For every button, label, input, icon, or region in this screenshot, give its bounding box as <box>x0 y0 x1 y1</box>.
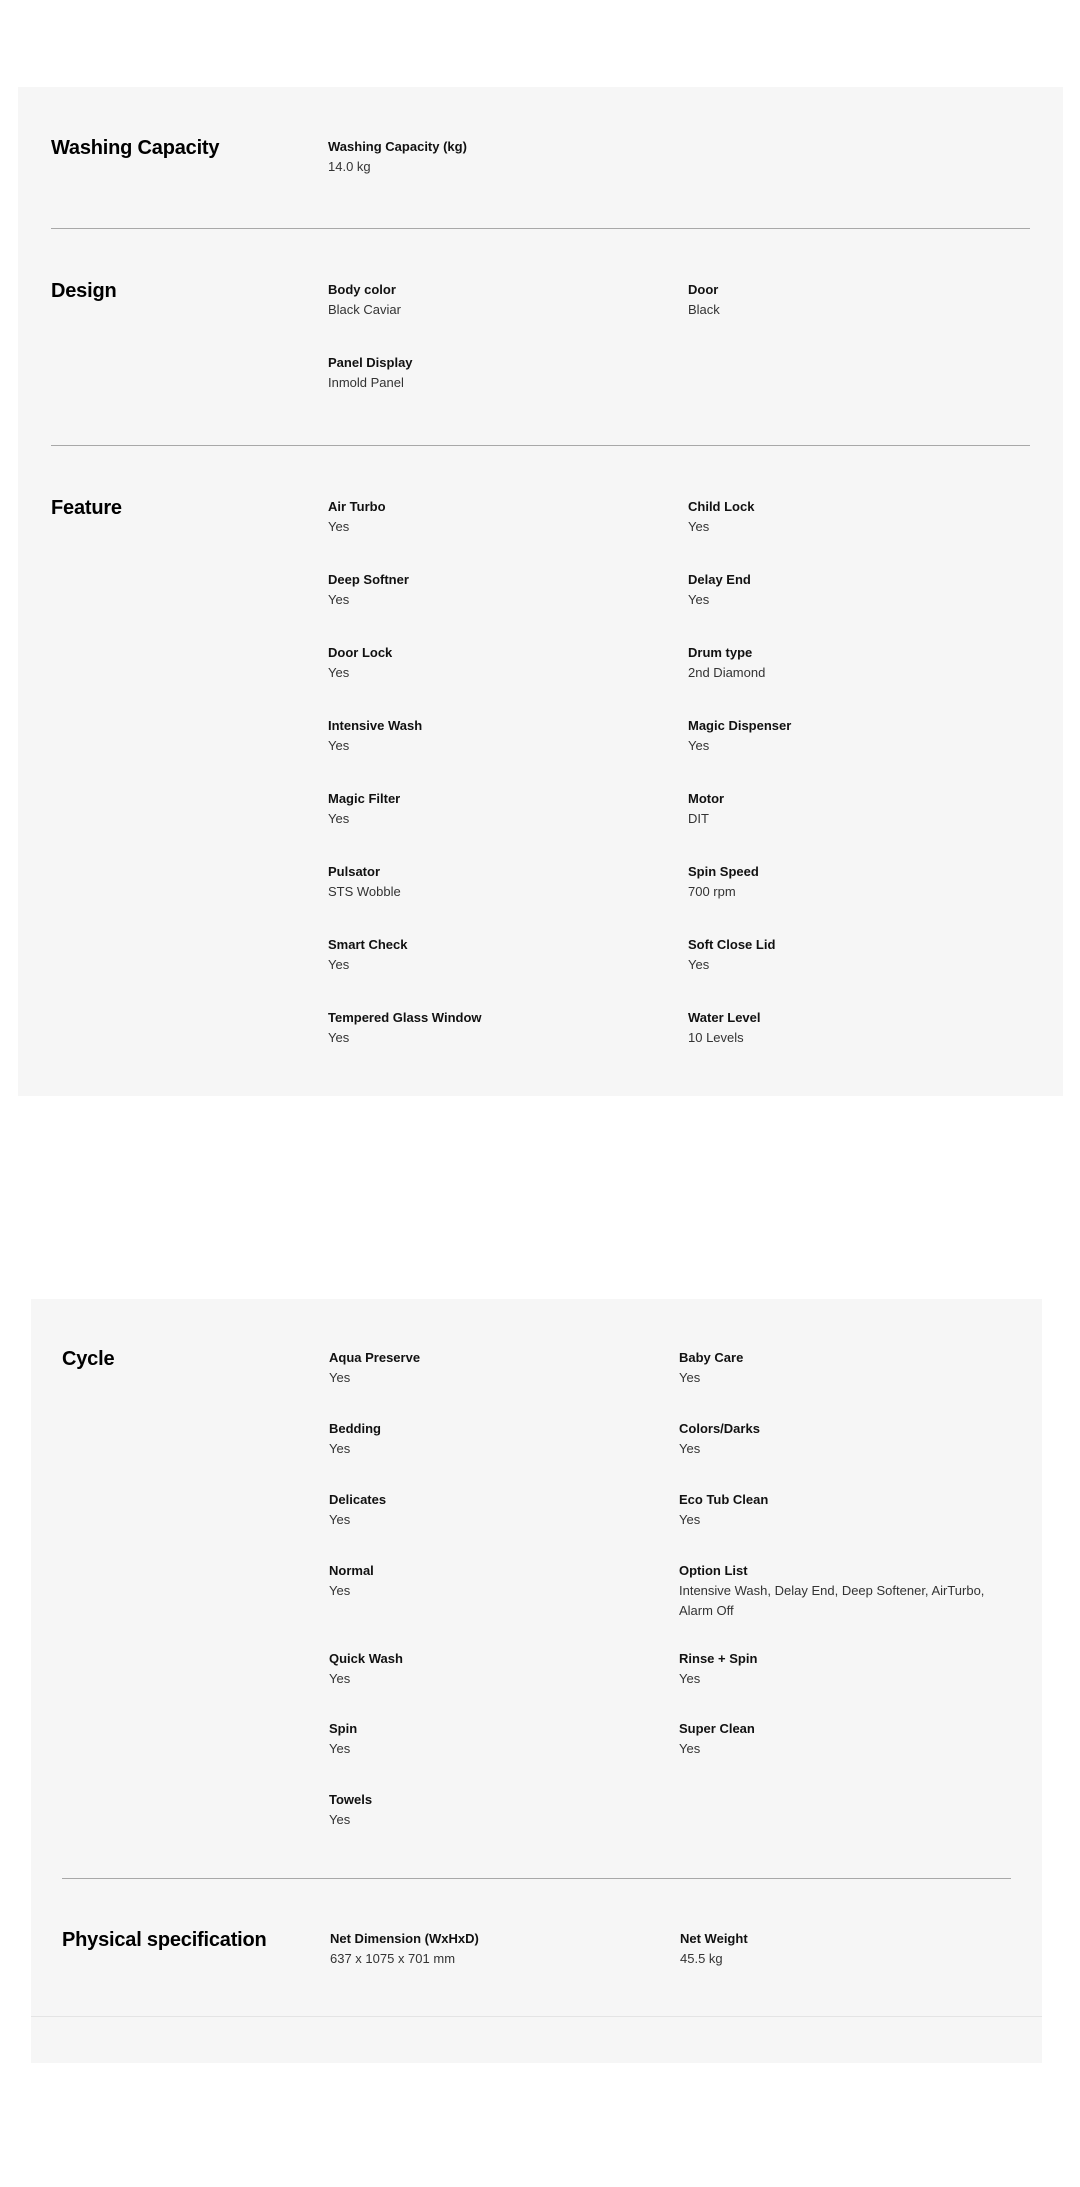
spec-value: Yes <box>329 1741 351 1756</box>
section-title-design: Design <box>51 280 117 302</box>
spec-value: Yes <box>679 1671 701 1686</box>
spec-aqua-preserve <box>329 1348 669 1388</box>
spec-value: Yes <box>328 592 350 607</box>
spec-label: Tempered Glass Window <box>328 1010 482 1025</box>
spec-value: Yes <box>328 519 350 534</box>
spec-label: Super Clean <box>679 1721 755 1736</box>
spec-value: Inmold Panel <box>328 375 404 390</box>
spec-motor <box>688 789 1028 829</box>
spec-label: Door <box>688 282 719 297</box>
spec-net-dimension <box>330 1929 670 1969</box>
spec-value: Yes <box>329 1671 351 1686</box>
spec-magic-dispenser <box>688 716 1028 756</box>
spec-label: Panel Display <box>328 355 413 370</box>
spec-spin-speed <box>688 862 1028 902</box>
spec-value: Yes <box>688 738 710 753</box>
section-title-washing-capacity: Washing Capacity <box>51 137 220 159</box>
spec-value: Yes <box>688 957 710 972</box>
spec-value: Yes <box>329 1370 351 1385</box>
spec-label: Normal <box>329 1563 374 1578</box>
section-title-cycle: Cycle <box>62 1348 115 1370</box>
spec-label: Child Lock <box>688 499 755 514</box>
spec-body-color <box>328 280 668 320</box>
spec-label: Smart Check <box>328 937 408 952</box>
spec-value: Black <box>688 302 720 317</box>
section-title-feature: Feature <box>51 497 122 519</box>
spec-label: Net Weight <box>680 1931 748 1946</box>
spec-label: Motor <box>688 791 725 806</box>
spec-value: Yes <box>328 665 350 680</box>
section-divider <box>62 1878 1011 1879</box>
spec-value: Intensive Wash, Delay End, Deep Softener, AirTurbo, Alarm Off <box>679 1583 985 1618</box>
spec-value: Yes <box>679 1441 701 1456</box>
spec-spin <box>329 1719 669 1759</box>
spec-label: Towels <box>329 1792 373 1807</box>
spec-label: Delicates <box>329 1492 387 1507</box>
spec-value: Yes <box>329 1583 351 1598</box>
spec-eco-tub-clean <box>679 1490 1019 1530</box>
spec-normal <box>329 1561 669 1601</box>
spec-door-lock <box>328 643 668 683</box>
panel-footer-divider <box>31 2016 1042 2017</box>
spec-label: Magic Dispenser <box>688 718 792 733</box>
spec-label: Colors/Darks <box>679 1421 760 1436</box>
spec-label: Water Level <box>688 1010 761 1025</box>
spec-value: Yes <box>679 1741 701 1756</box>
spec-label: Net Dimension (WxHxD) <box>330 1931 479 1946</box>
spec-magic-filter <box>328 789 668 829</box>
spec-rinse-spin <box>679 1649 1019 1689</box>
spec-label: Drum type <box>688 645 753 660</box>
spec-label: Intensive Wash <box>328 718 423 733</box>
spec-delicates <box>329 1490 669 1530</box>
section-divider <box>51 445 1030 446</box>
spec-value: Yes <box>688 592 710 607</box>
spec-deep-softner <box>328 570 668 610</box>
spec-label: Soft Close Lid <box>688 937 776 952</box>
spec-label: Baby Care <box>679 1350 744 1365</box>
spec-value: 637 x 1075 x 701 mm <box>330 1951 456 1966</box>
spec-label: Eco Tub Clean <box>679 1492 769 1507</box>
spec-value: Yes <box>679 1512 701 1527</box>
spec-value: Yes <box>679 1370 701 1385</box>
spec-super-clean <box>679 1719 1019 1759</box>
spec-value: STS Wobble <box>328 884 401 899</box>
spec-label: Delay End <box>688 572 751 587</box>
spec-panel-display <box>328 353 668 393</box>
spec-value: 10 Levels <box>688 1030 744 1045</box>
spec-label: Option List <box>679 1563 748 1578</box>
spec-value: Yes <box>328 811 350 826</box>
spec-label: Door Lock <box>328 645 393 660</box>
spec-label: Air Turbo <box>328 499 386 514</box>
spec-value: DIT <box>688 811 709 826</box>
spec-label: Rinse + Spin <box>679 1651 758 1666</box>
spec-drum-type <box>688 643 1028 683</box>
spec-intensive-wash <box>328 716 668 756</box>
spec-washing-capacity <box>328 137 668 177</box>
spec-value: Yes <box>329 1512 351 1527</box>
spec-net-weight <box>680 1929 1020 1969</box>
spec-option-list <box>679 1561 999 1621</box>
spec-colors-darks <box>679 1419 1019 1459</box>
spec-towels <box>329 1790 669 1830</box>
spec-bedding <box>329 1419 669 1459</box>
spec-label: Magic Filter <box>328 791 401 806</box>
spec-label: Aqua Preserve <box>329 1350 421 1365</box>
spec-value: Yes <box>329 1441 351 1456</box>
spec-label: Pulsator <box>328 864 381 879</box>
spec-label: Deep Softner <box>328 572 409 587</box>
spec-label: Spin <box>329 1721 358 1736</box>
spec-baby-care <box>679 1348 1019 1388</box>
spec-value: 2nd Diamond <box>688 665 766 680</box>
spec-label: Quick Wash <box>329 1651 403 1666</box>
spec-value: Black Caviar <box>328 302 401 317</box>
spec-water-level <box>688 1008 1028 1048</box>
spec-value: 45.5 kg <box>680 1951 723 1966</box>
spec-smart-check <box>328 935 668 975</box>
spec-label: Spin Speed <box>688 864 759 879</box>
spec-value: Yes <box>329 1812 351 1827</box>
section-title-physical-specification: Physical specification <box>62 1929 267 1951</box>
spec-value: Yes <box>328 957 350 972</box>
spec-tempered-glass-window <box>328 1008 668 1048</box>
spec-quick-wash <box>329 1649 669 1689</box>
spec-value: Yes <box>328 1030 350 1045</box>
spec-label: Bedding <box>329 1421 381 1436</box>
spec-value: 14.0 kg <box>328 159 371 174</box>
spec-label: Body color <box>328 282 396 297</box>
spec-soft-close-lid <box>688 935 1028 975</box>
spec-pulsator <box>328 862 668 902</box>
spec-child-lock <box>688 497 1028 537</box>
spec-delay-end <box>688 570 1028 610</box>
section-divider <box>51 228 1030 229</box>
spec-door <box>688 280 1028 320</box>
spec-value: 700 rpm <box>688 884 736 899</box>
spec-label: Washing Capacity (kg) <box>328 139 467 154</box>
spec-panel-top <box>18 87 1063 1096</box>
spec-panel-bottom <box>31 1299 1042 2063</box>
spec-value: Yes <box>328 738 350 753</box>
spec-value: Yes <box>688 519 710 534</box>
spec-air-turbo <box>328 497 668 537</box>
